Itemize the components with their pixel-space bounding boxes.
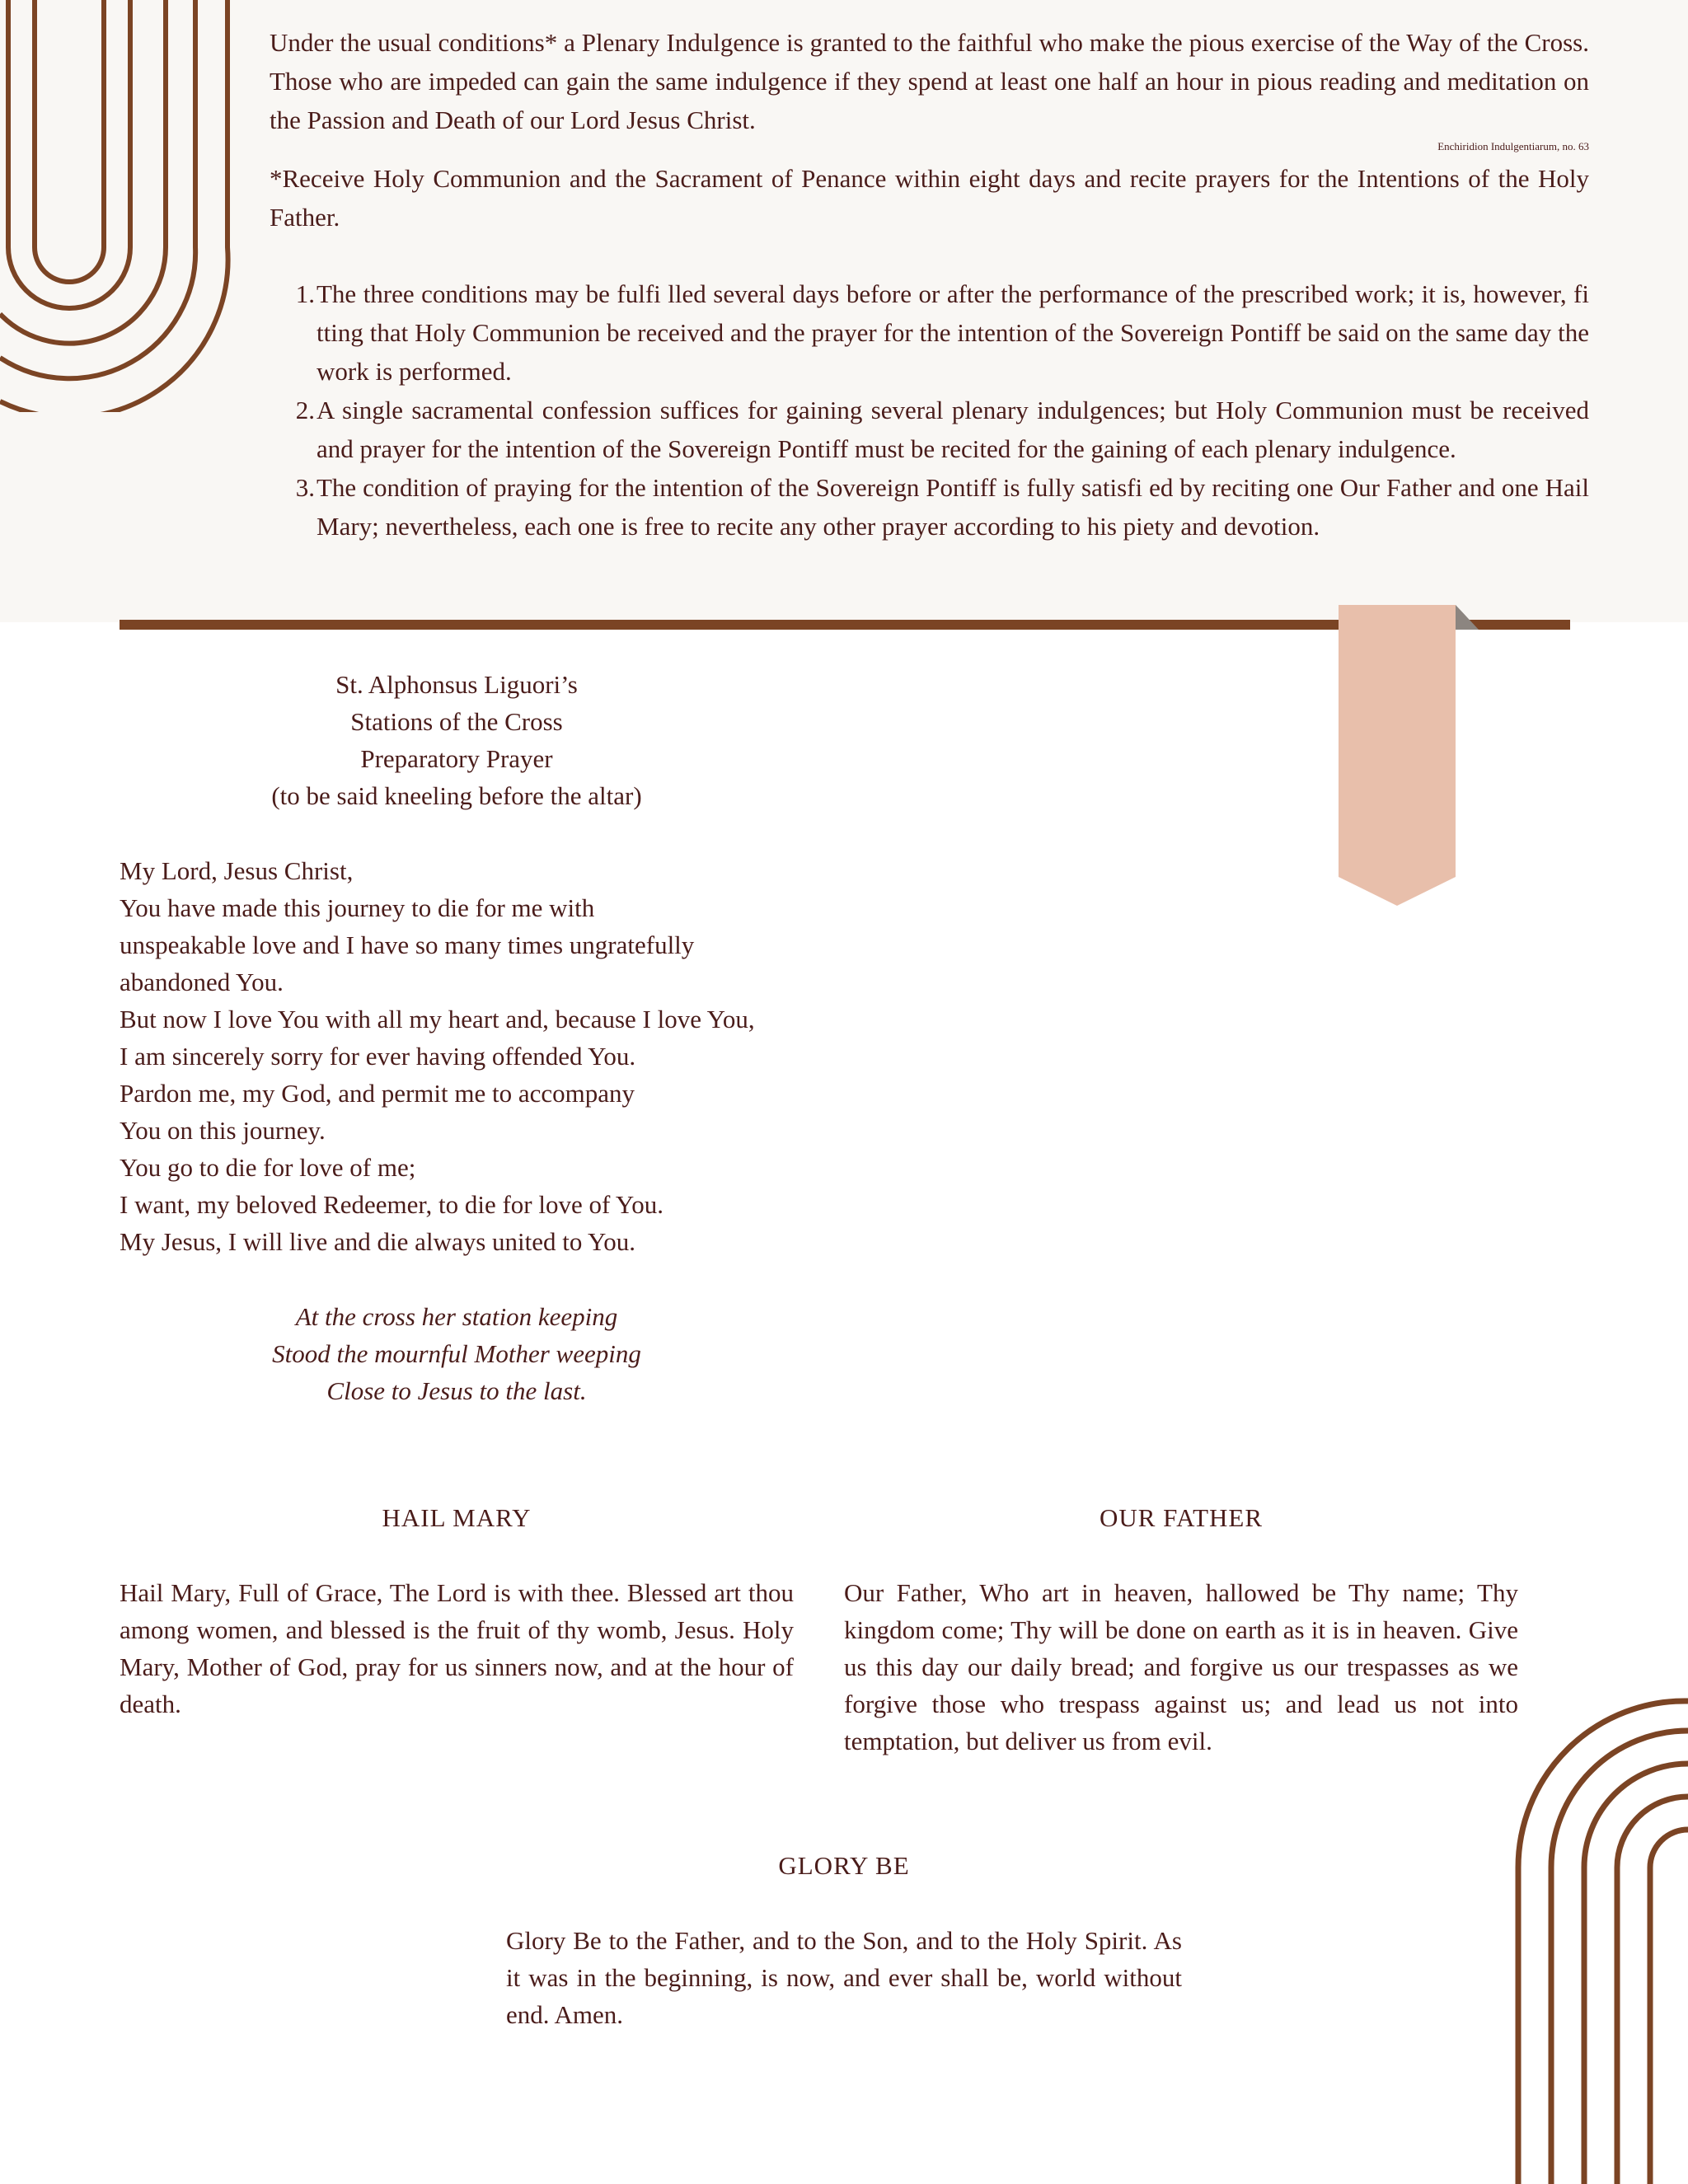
indulgence-intro: Under the usual conditions* a Plenary Indulgence is granted to the faithful who make the pious exercise of the Way of the Cross. Those who are impeded can gain the same indulgence if they spend at least one half an hour in pious reading and meditation on the Passion and Death of our Lord Jesus Christ. (270, 28, 1589, 134)
verse-line: At the cross her station keeping (295, 1302, 618, 1331)
hail-mary-text: Hail Mary, Full of Grace, The Lord is with thee. Blessed art thou among women, and blessed is the fruit of thy womb, Jesus. Holy Mary, Mother of God, pray for us sinners now, and at the hour of death. (120, 1578, 794, 1718)
verse-line: Close to Jesus to the last. (326, 1376, 587, 1405)
list-item (270, 274, 1589, 391)
prayer-line: My Lord, Jesus Christ, (120, 856, 354, 885)
glory-be-heading: GLORY BE (778, 1851, 910, 1880)
prayer-line: But now I love You with all my heart and, because I love You, (120, 1005, 755, 1033)
arch-decoration-left (0, 0, 239, 412)
list-text: A single sacramental confession suffices for gaining several plenary indulgences; but Holy Communion must be received and prayer for the intention of the Sovereign Pontiff must be recited for the gaining of each plenary indulgence. (316, 396, 1589, 463)
list-item (270, 391, 1589, 468)
arch-decoration-right (1515, 1698, 1688, 2184)
hail-mary-heading: HAIL MARY (382, 1503, 532, 1532)
list-number: 1. (295, 279, 315, 308)
prayer-line: You go to die for love of me; (120, 1153, 416, 1182)
our-father-heading: OUR FATHER (1099, 1503, 1264, 1532)
stabat-mater-verse (120, 1298, 794, 1409)
glory-be-text: Glory Be to the Father, and to the Son, and to the Holy Spirit. As it was in the beginning, is now, and ever shall be, world without end. Amen. (506, 1926, 1182, 2029)
prayer-line: I am sincerely sorry for ever having offended You. (120, 1042, 636, 1071)
source-citation: Enchiridion Indulgentiarum, no. 63 (1437, 140, 1589, 152)
list-item (270, 468, 1589, 546)
bookmark-ribbon (1339, 605, 1479, 910)
prayer-line: abandoned You. (120, 968, 284, 996)
title-instruction: (to be said kneeling before the altar) (271, 781, 642, 810)
prayer-line: You have made this journey to die for me with (120, 893, 595, 922)
our-father-text: Our Father, Who art in heaven, hallowed be Thy name; Thy kingdom come; Thy will be done on earth as it is in heaven. Give us this day our daily bread; and forgive us our trespasses as we forgive those who trespass against us; and lead us not into temptation, but deliver us from evil. (844, 1578, 1518, 1755)
conditions-list (270, 274, 1589, 546)
title-main: Stations of the Cross (350, 707, 563, 736)
conditions-footnote: *Receive Holy Communion and the Sacrament of Penance within eight days and recite prayers for the Intentions of the Holy Father. (270, 164, 1589, 232)
list-text: The three conditions may be fulfi lled several days before or after the performance of the prescribed work; it is, however, fi tting that Holy Communion be received and the prayer for the intention of the Sovereign Pontiff be said on the same day the work is performed. (316, 279, 1589, 386)
prayer-line: Pardon me, my God, and permit me to accompany (120, 1079, 635, 1108)
list-number: 3. (295, 473, 315, 502)
title-author: St. Alphonsus Liguori’s (335, 670, 578, 699)
verse-line: Stood the mournful Mother weeping (272, 1339, 641, 1368)
prayer-line: I want, my beloved Redeemer, to die for love of You. (120, 1190, 663, 1219)
prayer-line: unspeakable love and I have so many times ungratefully (120, 930, 695, 959)
list-number: 2. (295, 396, 315, 424)
list-text: The condition of praying for the intention of the Sovereign Pontiff is fully satisfi ed by reciting one Our Father and one Hail Mary; nevertheless, each one is free to recite any other prayer according to his piety and devotion. (316, 473, 1589, 541)
preparatory-prayer (120, 852, 861, 1260)
prayer-line: My Jesus, I will live and die always united to You. (120, 1227, 635, 1256)
prayer-line: You on this journey. (120, 1116, 326, 1145)
title-block (120, 666, 794, 814)
title-subtitle: Preparatory Prayer (360, 744, 553, 773)
